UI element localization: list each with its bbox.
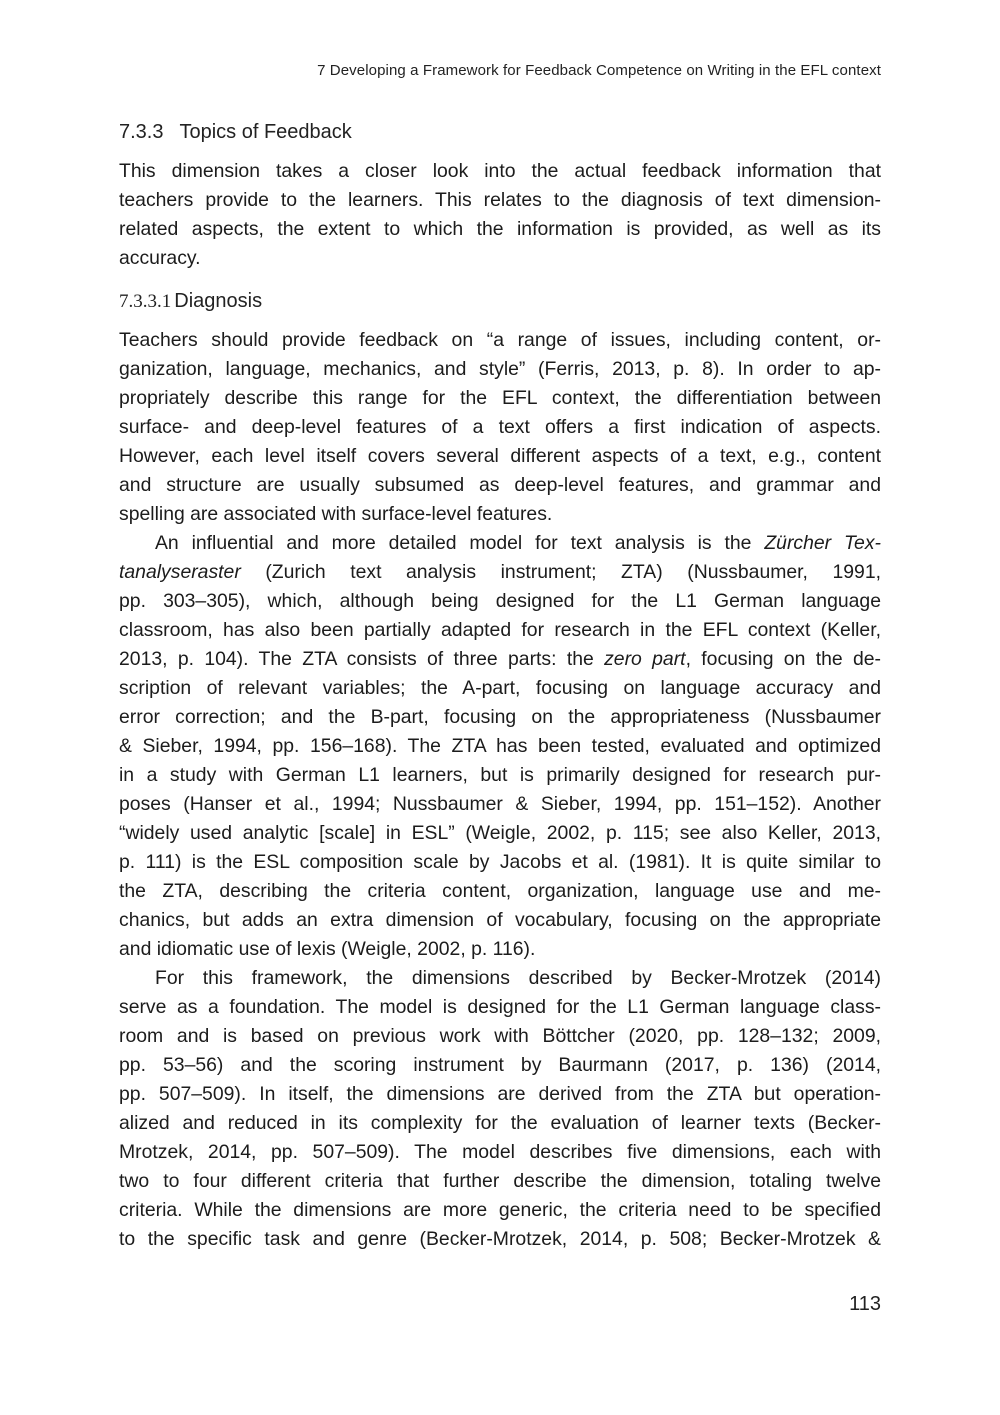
text-line: teachers provide to the learners. This relates to the diagnosis of text dimension- <box>119 189 881 211</box>
text-line: propriately describe this range for the EFL context, the differentiation between <box>119 387 881 409</box>
text-line: pp. 507–509). In itself, the dimensions are derived from the ZTA but operation- <box>119 1083 881 1105</box>
section-heading <box>119 121 352 144</box>
text-line: Mrotzek, 2014, pp. 507–509). The model describes five dimensions, each with <box>119 1141 881 1163</box>
text-line: ganization, language, mechanics, and style” (Ferris, 2013, p. 8). In order to ap- <box>119 358 881 380</box>
diagnosis-paragraph-3 <box>119 964 881 1254</box>
text-line: chanics, but adds an extra dimension of vocabulary, focusing on the appropriate <box>119 909 881 931</box>
text-line: However, each level itself covers several different aspects of a text, e.g., content <box>119 445 881 467</box>
text-line: the ZTA, describing the criteria content, organization, language use and me- <box>119 880 881 902</box>
text-line: & Sieber, 1994, pp. 156–168). The ZTA has been tested, evaluated and optimized <box>119 735 881 757</box>
subsection-heading <box>119 290 262 313</box>
text-line: classroom, has also been partially adapted for research in the EFL context (Keller, <box>119 619 881 641</box>
text-line: and idiomatic use of lexis (Weigle, 2002, p. 116). <box>119 938 536 960</box>
text-line: Teachers should provide feedback on “a range of issues, including content, or- <box>119 329 881 351</box>
text-line: This dimension takes a closer look into the actual feedback information that <box>119 160 881 182</box>
text-line: surface- and deep-level features of a text offers a first indication of aspects. <box>119 416 881 438</box>
running-header: 7 Developing a Framework for Feedback Competence on Writing in the EFL context <box>317 62 881 79</box>
text-line: related aspects, the extent to which the information is provided, as well as its <box>119 218 881 240</box>
text-line: “widely used analytic [scale] in ESL” (Weigle, 2002, p. 115; see also Keller, 2013, <box>119 822 881 844</box>
text-line: alized and reduced in its complexity for the evaluation of learner texts (Becker- <box>119 1112 881 1134</box>
text-line: criteria. While the dimensions are more generic, the criteria need to be specified <box>119 1199 881 1221</box>
diagnosis-paragraph-2 <box>119 529 881 964</box>
emphasized-term: zero part <box>604 648 686 670</box>
text-line <box>119 529 881 558</box>
text-line: scription of relevant variables; the A-part, focusing on language accuracy and <box>119 677 881 699</box>
text-run: An influential and more detailed model for text analysis is the <box>155 532 765 554</box>
text-line: pp. 53–56) and the scoring instrument by Baurmann (2017, p. 136) (2014, <box>119 1054 881 1076</box>
text-line: in a study with German L1 learners, but is primarily designed for research pur- <box>119 764 881 786</box>
text-line: accuracy. <box>119 247 201 269</box>
text-line: serve as a foundation. The model is designed for the L1 German language class- <box>119 996 881 1018</box>
section-title: Topics of Feedback <box>179 121 352 143</box>
section-number: 7.3.3 <box>119 121 164 143</box>
text-line: pp. 303–305), which, although being designed for the L1 German language <box>119 590 881 612</box>
text-line <box>119 645 881 674</box>
text-line: spelling are associated with surface-level features. <box>119 503 553 525</box>
diagnosis-paragraph-1 <box>119 326 881 529</box>
text-line: poses (Hanser et al., 1994; Nussbaumer & Sieber, 1994, pp. 151–152). Another <box>119 793 881 815</box>
text-line: and structure are usually subsumed as deep-level features, and grammar and <box>119 474 881 496</box>
subsection-number: 7.3.3.1 <box>119 291 172 312</box>
text-run: (Zurich text analysis instrument; ZTA) (Nussbaumer, 1991, <box>240 561 881 583</box>
emphasized-term: tanalyseraster <box>119 561 241 583</box>
text-line <box>119 558 881 587</box>
text-line: two to four different criteria that further describe the dimension, totaling twelve <box>119 1170 881 1192</box>
text-line: to the specific task and genre (Becker-Mrotzek, 2014, p. 508; Becker-Mrotzek & <box>119 1228 881 1250</box>
text-line: error correction; and the B-part, focusing on the appropriateness (Nussbaumer <box>119 706 881 728</box>
page-number: 113 <box>849 1293 881 1315</box>
text-line: room and is based on previous work with Böttcher (2020, pp. 128–132; 2009, <box>119 1025 881 1047</box>
text-line: p. 111) is the ESL composition scale by Jacobs et al. (1981). It is quite similar to <box>119 851 881 873</box>
text-run: 2013, p. 104). The ZTA consists of three parts: the <box>119 648 605 670</box>
emphasized-term: Zürcher Tex- <box>764 532 881 554</box>
subsection-title: Diagnosis <box>174 290 263 312</box>
text-run: , focusing on the de- <box>685 648 881 670</box>
text-line: For this framework, the dimensions described by Becker-Mrotzek (2014) <box>155 967 881 989</box>
section-intro-paragraph <box>119 157 881 273</box>
